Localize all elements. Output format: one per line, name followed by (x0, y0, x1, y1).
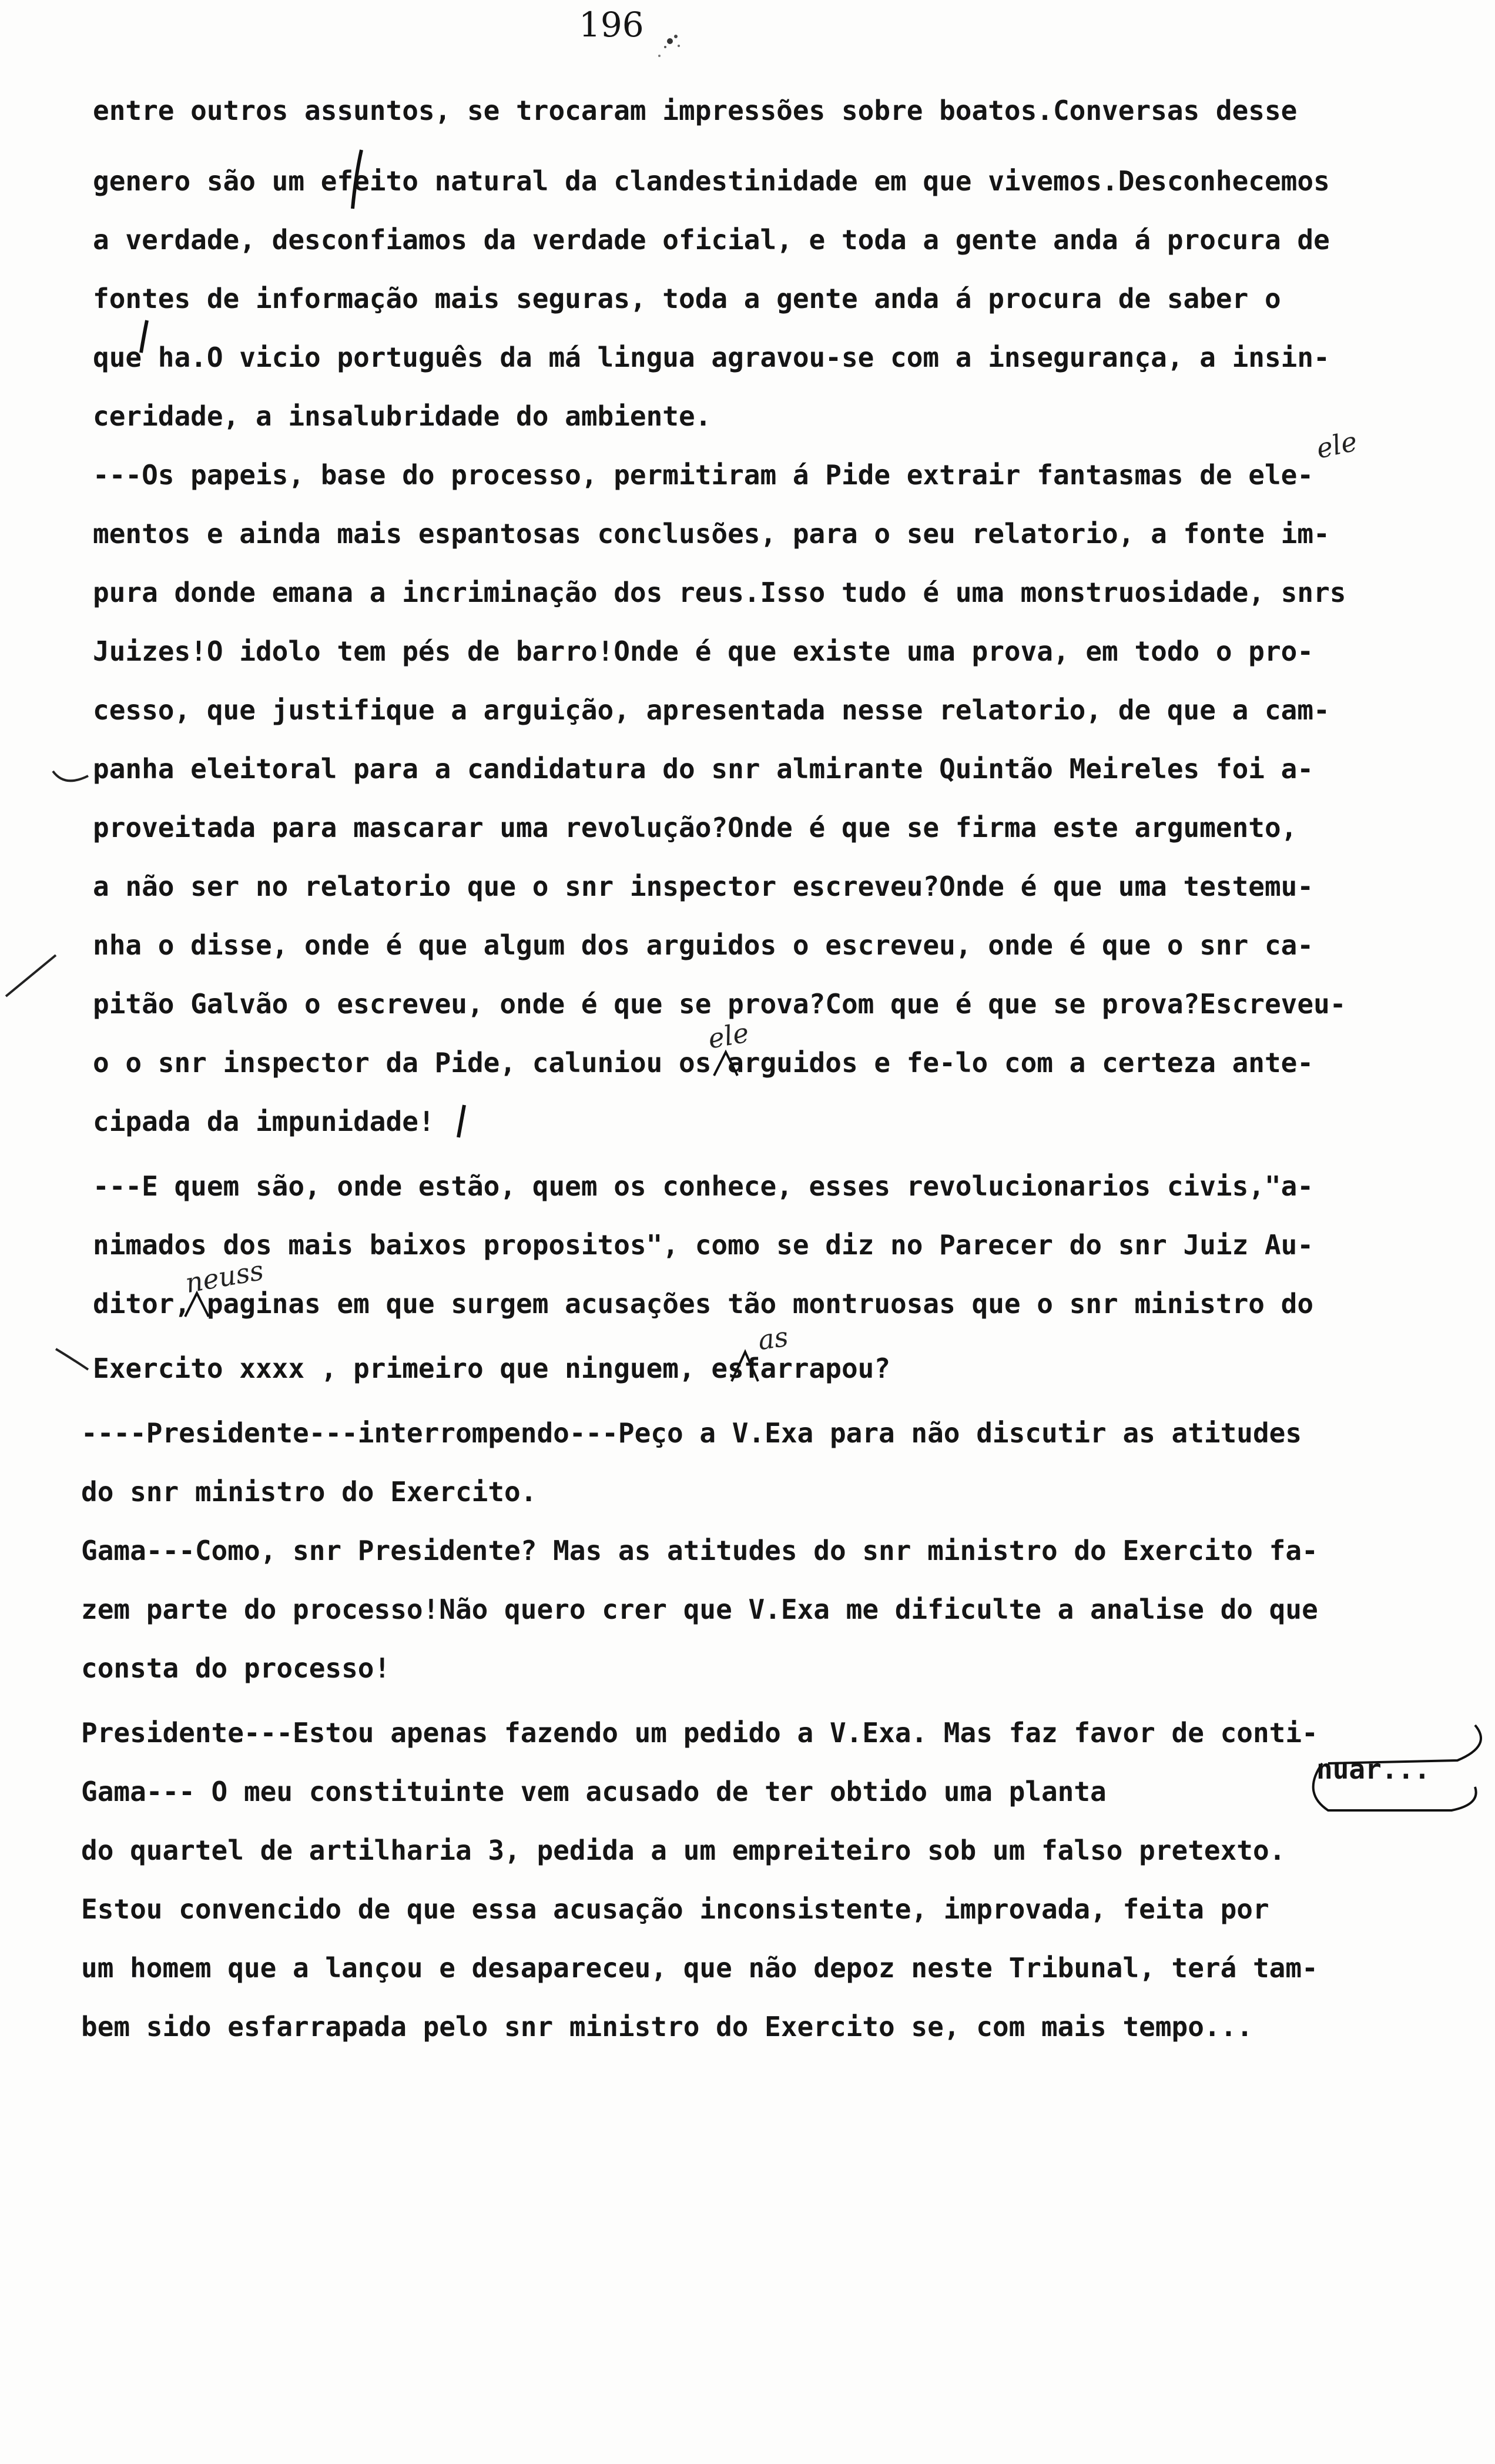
text-line-25: Gama---Como, snr Presidente? Mas as atitudes do snr ministro do Exercito fa- (81, 1535, 1318, 1566)
text-line-8: mentos e ainda mais espantosas conclusões, para o seu relatorio, a fonte im- (93, 518, 1330, 550)
text-line-3: a verdade, desconfiamos da verdade oficial, e toda a gente anda á procura de (93, 224, 1330, 256)
continuation-text: nuar... (1316, 1753, 1430, 1785)
text-line-1: entre outros assuntos, se trocaram impressões sobre boatos.Conversas desse (93, 95, 1298, 126)
page-number: 196 (579, 5, 644, 45)
text-line-32: um homem que a lançou e desapareceu, que não depoz neste Tribunal, terá tam- (81, 1952, 1318, 1984)
text-line-26: zem parte do processo!Não quero crer que V.Exa me dificulte a analise do que (81, 1593, 1318, 1625)
text-line-15: nha o disse, onde é que algum dos arguidos o escreveu, onde é que o snr ca- (93, 929, 1314, 961)
text-line-18: cipada da impunidade! (93, 1106, 435, 1137)
text-line-4: fontes de informação mais seguras, toda a gente anda á procura de saber o (93, 283, 1281, 314)
handwritten-annotation-as: as (756, 1320, 790, 1357)
text-line-2: genero são um efeito natural da clandestinidade em que vivemos.Desconhecemos (93, 165, 1330, 197)
handwritten-annotation-neuss: neuss (183, 1254, 266, 1300)
text-line-28: Presidente---Estou apenas fazendo um pedido a V.Exa. Mas faz favor de conti- (81, 1717, 1318, 1749)
text-line-13: proveitada para mascarar uma revolução?Onde é que se firma este argumento, (93, 812, 1298, 843)
text-line-24: do snr ministro do Exercito. (81, 1476, 537, 1508)
text-line-20: nimados dos mais baixos propositos", como se diz no Parecer do snr Juiz Au- (93, 1229, 1314, 1261)
text-line-5: que ha.O vicio português da má lingua agravou-se com a insegurança, a insin- (93, 342, 1330, 373)
text-line-27: consta do processo! (81, 1652, 391, 1684)
text-line-23: ----Presidente---interrompendo---Peço a V.Exa para não discutir as atitudes (81, 1417, 1302, 1449)
text-line-14: a não ser no relatorio que o snr inspector escreveu?Onde é que uma testemu- (93, 871, 1314, 902)
handwritten-annotation-ele-2: ele (705, 1016, 752, 1055)
text-line-21: ditor, paginas em que surgem acusações tão montruosas que o snr ministro do (93, 1288, 1314, 1320)
text-line-17: o o snr inspector da Pide, caluniou os arguidos e fe-lo com a certeza ante- (93, 1047, 1314, 1079)
text-line-33: bem sido esfarrapada pelo snr ministro do Exercito se, com mais tempo... (81, 2011, 1253, 2043)
text-line-29: Gama--- O meu constituinte vem acusado de ter obtido uma planta (81, 1776, 1107, 1807)
text-line-16: pitão Galvão o escreveu, onde é que se prova?Com que é que se prova?Escreveu- (93, 988, 1346, 1020)
text-line-9: pura donde emana a incriminação dos reus.Isso tudo é uma monstruosidade, snrs (93, 577, 1346, 608)
text-line-31: Estou convencido de que essa acusação inconsistente, improvada, feita por (81, 1893, 1269, 1925)
text-line-22: Exercito xxxx , primeiro que ninguem, esfarrapou? (93, 1352, 891, 1384)
text-line-11: cesso, que justifique a arguição, apresentada nesse relatorio, de que a cam- (93, 694, 1330, 726)
handwritten-annotation-ele: ele (1313, 425, 1360, 465)
text-line-19: ---E quem são, onde estão, quem os conhece, esses revolucionarios civis,"a- (93, 1170, 1314, 1202)
text-line-12: panha eleitoral para a candidatura do snr almirante Quintão Meireles foi a- (93, 753, 1314, 785)
text-line-10: Juizes!O idolo tem pés de barro!Onde é que existe uma prova, em todo o pro- (93, 635, 1314, 667)
text-line-7: ---Os papeis, base do processo, permitiram á Pide extrair fantasmas de ele- (93, 459, 1314, 491)
text-line-30: do quartel de artilharia 3, pedida a um empreiteiro sob um falso pretexto. (81, 1834, 1286, 1866)
text-line-6: ceridade, a insalubridade do ambiente. (93, 400, 712, 432)
